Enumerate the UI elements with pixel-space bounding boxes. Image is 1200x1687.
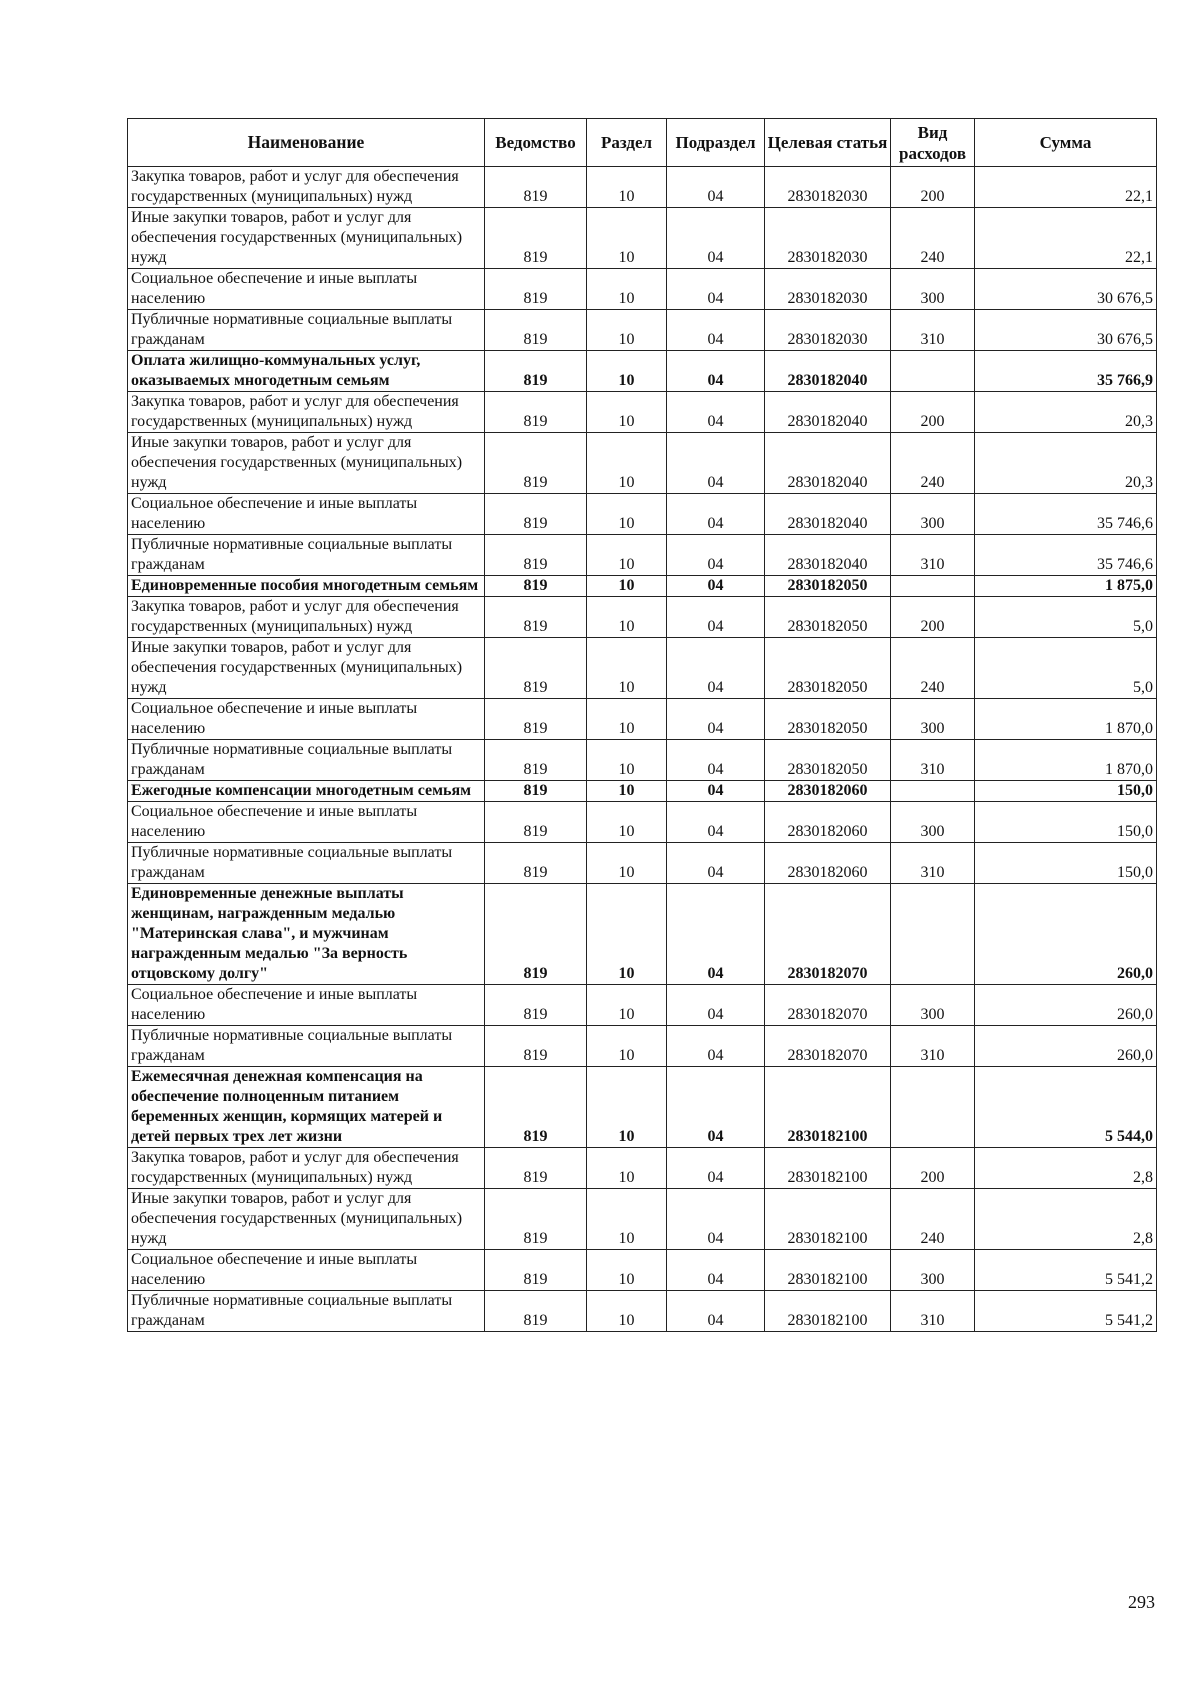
cell-expense-type: 240 (891, 433, 975, 494)
cell-name: Ежемесячная денежная компенсация на обеспечение полноценным питанием беременных женщин, кормящих матерей и детей первых трех лет жизни (128, 1067, 485, 1148)
cell-subsection: 04 (667, 740, 765, 781)
cell-name: Иные закупки товаров, работ и услуг для обеспечения государственных (муниципальных) нужд (128, 433, 485, 494)
cell-name: Социальное обеспечение и иные выплаты населению (128, 1250, 485, 1291)
cell-subsection: 04 (667, 1291, 765, 1332)
cell-target-item: 2830182070 (765, 985, 891, 1026)
cell-name: Публичные нормативные социальные выплаты гражданам (128, 843, 485, 884)
cell-dept: 819 (485, 1189, 587, 1250)
table-row (128, 433, 1157, 494)
table-row (128, 535, 1157, 576)
cell-amount: 5,0 (975, 597, 1157, 638)
cell-target-item: 2830182060 (765, 802, 891, 843)
cell-subsection: 04 (667, 310, 765, 351)
cell-subsection: 04 (667, 884, 765, 985)
cell-dept: 819 (485, 1148, 587, 1189)
cell-expense-type: 300 (891, 802, 975, 843)
cell-amount: 260,0 (975, 985, 1157, 1026)
cell-section: 10 (587, 576, 667, 597)
cell-name: Иные закупки товаров, работ и услуг для обеспечения государственных (муниципальных) нужд (128, 1189, 485, 1250)
page-number: 293 (1128, 1592, 1155, 1612)
cell-section: 10 (587, 351, 667, 392)
table-row (128, 802, 1157, 843)
cell-target-item: 2830182100 (765, 1291, 891, 1332)
cell-dept: 819 (485, 1250, 587, 1291)
table-row-subtotal (128, 884, 1157, 985)
table-row (128, 392, 1157, 433)
table-row (128, 843, 1157, 884)
cell-subsection: 04 (667, 1148, 765, 1189)
cell-target-item: 2830182050 (765, 597, 891, 638)
table-row-subtotal (128, 576, 1157, 597)
cell-target-item: 2830182100 (765, 1067, 891, 1148)
cell-dept: 819 (485, 310, 587, 351)
cell-target-item: 2830182040 (765, 433, 891, 494)
cell-subsection: 04 (667, 351, 765, 392)
cell-expense-type: 300 (891, 699, 975, 740)
cell-name: Ежегодные компенсации многодетным семьям (128, 781, 485, 802)
cell-amount: 35 746,6 (975, 535, 1157, 576)
budget-table (127, 118, 1157, 1332)
cell-amount: 2,8 (975, 1148, 1157, 1189)
cell-target-item: 2830182050 (765, 576, 891, 597)
cell-subsection: 04 (667, 494, 765, 535)
table-row (128, 740, 1157, 781)
cell-name: Социальное обеспечение и иные выплаты населению (128, 699, 485, 740)
cell-name: Единовременные денежные выплаты женщинам, награжденным медалью "Материнская слава", и мужчинам награжденным медалью "За верность отцовскому долгу" (128, 884, 485, 985)
table-row-subtotal (128, 1067, 1157, 1148)
cell-dept: 819 (485, 638, 587, 699)
cell-expense-type (891, 884, 975, 985)
cell-amount: 5 544,0 (975, 1067, 1157, 1148)
cell-dept: 819 (485, 208, 587, 269)
table-row (128, 208, 1157, 269)
table-body (128, 167, 1157, 1332)
header-section: Раздел (587, 119, 667, 167)
cell-name: Закупка товаров, работ и услуг для обеспечения государственных (муниципальных) нужд (128, 1148, 485, 1189)
cell-expense-type (891, 781, 975, 802)
cell-subsection: 04 (667, 1067, 765, 1148)
cell-target-item: 2830182050 (765, 740, 891, 781)
cell-name: Социальное обеспечение и иные выплаты населению (128, 269, 485, 310)
cell-amount: 5,0 (975, 638, 1157, 699)
cell-section: 10 (587, 884, 667, 985)
cell-expense-type (891, 576, 975, 597)
cell-target-item: 2830182030 (765, 269, 891, 310)
cell-section: 10 (587, 638, 667, 699)
table-row-subtotal (128, 781, 1157, 802)
cell-target-item: 2830182030 (765, 310, 891, 351)
cell-name: Закупка товаров, работ и услуг для обеспечения государственных (муниципальных) нужд (128, 597, 485, 638)
table-row (128, 638, 1157, 699)
cell-amount: 1 870,0 (975, 740, 1157, 781)
table-row (128, 1189, 1157, 1250)
cell-expense-type: 300 (891, 1250, 975, 1291)
cell-target-item: 2830182100 (765, 1250, 891, 1291)
header-target-item: Целевая статья (765, 119, 891, 167)
cell-dept: 819 (485, 843, 587, 884)
cell-dept: 819 (485, 392, 587, 433)
cell-target-item: 2830182060 (765, 781, 891, 802)
cell-section: 10 (587, 269, 667, 310)
cell-dept: 819 (485, 269, 587, 310)
cell-amount: 20,3 (975, 392, 1157, 433)
cell-name: Публичные нормативные социальные выплаты гражданам (128, 1026, 485, 1067)
cell-subsection: 04 (667, 597, 765, 638)
cell-subsection: 04 (667, 208, 765, 269)
cell-dept: 819 (485, 985, 587, 1026)
cell-name: Публичные нормативные социальные выплаты гражданам (128, 535, 485, 576)
cell-amount: 150,0 (975, 802, 1157, 843)
cell-dept: 819 (485, 740, 587, 781)
cell-subsection: 04 (667, 1026, 765, 1067)
cell-target-item: 2830182100 (765, 1148, 891, 1189)
cell-target-item: 2830182060 (765, 843, 891, 884)
cell-dept: 819 (485, 699, 587, 740)
header-expense-type: Вид расходов (891, 119, 975, 167)
table-row (128, 597, 1157, 638)
cell-section: 10 (587, 843, 667, 884)
cell-amount: 2,8 (975, 1189, 1157, 1250)
cell-expense-type: 310 (891, 1291, 975, 1332)
cell-subsection: 04 (667, 781, 765, 802)
table-header-row (128, 119, 1157, 167)
cell-name: Закупка товаров, работ и услуг для обеспечения государственных (муниципальных) нужд (128, 392, 485, 433)
cell-target-item: 2830182070 (765, 1026, 891, 1067)
cell-section: 10 (587, 781, 667, 802)
cell-subsection: 04 (667, 843, 765, 884)
cell-name: Иные закупки товаров, работ и услуг для обеспечения государственных (муниципальных) нужд (128, 208, 485, 269)
table-row (128, 167, 1157, 208)
cell-section: 10 (587, 392, 667, 433)
table-row (128, 310, 1157, 351)
cell-section: 10 (587, 1067, 667, 1148)
cell-name: Публичные нормативные социальные выплаты гражданам (128, 310, 485, 351)
table-row (128, 985, 1157, 1026)
cell-subsection: 04 (667, 433, 765, 494)
cell-amount: 35 746,6 (975, 494, 1157, 535)
cell-expense-type: 200 (891, 1148, 975, 1189)
cell-subsection: 04 (667, 576, 765, 597)
cell-target-item: 2830182070 (765, 884, 891, 985)
cell-amount: 150,0 (975, 843, 1157, 884)
cell-section: 10 (587, 1250, 667, 1291)
cell-subsection: 04 (667, 699, 765, 740)
cell-expense-type (891, 1067, 975, 1148)
table-row (128, 1291, 1157, 1332)
cell-subsection: 04 (667, 167, 765, 208)
cell-section: 10 (587, 1026, 667, 1067)
cell-dept: 819 (485, 576, 587, 597)
cell-expense-type: 310 (891, 1026, 975, 1067)
cell-expense-type: 240 (891, 638, 975, 699)
cell-section: 10 (587, 310, 667, 351)
cell-dept: 819 (485, 1291, 587, 1332)
cell-amount: 5 541,2 (975, 1291, 1157, 1332)
cell-target-item: 2830182050 (765, 699, 891, 740)
cell-amount: 260,0 (975, 1026, 1157, 1067)
cell-section: 10 (587, 1291, 667, 1332)
cell-dept: 819 (485, 1067, 587, 1148)
cell-target-item: 2830182040 (765, 351, 891, 392)
table-row (128, 1250, 1157, 1291)
cell-name: Социальное обеспечение и иные выплаты населению (128, 802, 485, 843)
cell-subsection: 04 (667, 269, 765, 310)
cell-name: Единовременные пособия многодетным семьям (128, 576, 485, 597)
cell-amount: 30 676,5 (975, 310, 1157, 351)
cell-target-item: 2830182030 (765, 208, 891, 269)
cell-section: 10 (587, 535, 667, 576)
cell-amount: 20,3 (975, 433, 1157, 494)
cell-expense-type: 200 (891, 597, 975, 638)
cell-subsection: 04 (667, 1189, 765, 1250)
cell-name: Социальное обеспечение и иные выплаты населению (128, 985, 485, 1026)
cell-section: 10 (587, 167, 667, 208)
cell-expense-type: 300 (891, 494, 975, 535)
cell-expense-type: 300 (891, 985, 975, 1026)
cell-section: 10 (587, 802, 667, 843)
cell-amount: 22,1 (975, 167, 1157, 208)
cell-subsection: 04 (667, 1250, 765, 1291)
cell-target-item: 2830182100 (765, 1189, 891, 1250)
cell-expense-type: 200 (891, 167, 975, 208)
cell-dept: 819 (485, 802, 587, 843)
cell-expense-type: 310 (891, 740, 975, 781)
cell-dept: 819 (485, 535, 587, 576)
table-row-subtotal (128, 351, 1157, 392)
cell-dept: 819 (485, 597, 587, 638)
cell-section: 10 (587, 740, 667, 781)
header-dept: Ведомство (485, 119, 587, 167)
table-row (128, 1148, 1157, 1189)
table-row (128, 269, 1157, 310)
cell-name: Публичные нормативные социальные выплаты гражданам (128, 740, 485, 781)
cell-dept: 819 (485, 433, 587, 494)
cell-expense-type: 310 (891, 310, 975, 351)
cell-dept: 819 (485, 494, 587, 535)
cell-amount: 5 541,2 (975, 1250, 1157, 1291)
cell-amount: 1 875,0 (975, 576, 1157, 597)
cell-subsection: 04 (667, 392, 765, 433)
cell-expense-type: 300 (891, 269, 975, 310)
cell-target-item: 2830182050 (765, 638, 891, 699)
cell-name: Социальное обеспечение и иные выплаты населению (128, 494, 485, 535)
cell-section: 10 (587, 985, 667, 1026)
cell-amount: 35 766,9 (975, 351, 1157, 392)
cell-section: 10 (587, 699, 667, 740)
cell-expense-type: 240 (891, 1189, 975, 1250)
header-name: Наименование (128, 119, 485, 167)
cell-expense-type: 200 (891, 392, 975, 433)
cell-expense-type (891, 351, 975, 392)
cell-target-item: 2830182040 (765, 494, 891, 535)
cell-name: Публичные нормативные социальные выплаты гражданам (128, 1291, 485, 1332)
cell-expense-type: 240 (891, 208, 975, 269)
cell-amount: 150,0 (975, 781, 1157, 802)
cell-name: Оплата жилищно-коммунальных услуг, оказываемых многодетным семьям (128, 351, 485, 392)
table-row (128, 699, 1157, 740)
cell-section: 10 (587, 1189, 667, 1250)
cell-dept: 819 (485, 167, 587, 208)
cell-name: Иные закупки товаров, работ и услуг для обеспечения государственных (муниципальных) нужд (128, 638, 485, 699)
cell-target-item: 2830182030 (765, 167, 891, 208)
cell-dept: 819 (485, 781, 587, 802)
cell-section: 10 (587, 433, 667, 494)
cell-dept: 819 (485, 884, 587, 985)
cell-dept: 819 (485, 351, 587, 392)
cell-amount: 1 870,0 (975, 699, 1157, 740)
header-amount: Сумма (975, 119, 1157, 167)
cell-section: 10 (587, 208, 667, 269)
header-subsection: Подраздел (667, 119, 765, 167)
cell-target-item: 2830182040 (765, 535, 891, 576)
cell-amount: 30 676,5 (975, 269, 1157, 310)
cell-expense-type: 310 (891, 843, 975, 884)
cell-subsection: 04 (667, 802, 765, 843)
cell-target-item: 2830182040 (765, 392, 891, 433)
cell-subsection: 04 (667, 535, 765, 576)
cell-amount: 260,0 (975, 884, 1157, 985)
cell-dept: 819 (485, 1026, 587, 1067)
cell-subsection: 04 (667, 985, 765, 1026)
cell-amount: 22,1 (975, 208, 1157, 269)
cell-section: 10 (587, 494, 667, 535)
cell-subsection: 04 (667, 638, 765, 699)
table-row (128, 494, 1157, 535)
cell-expense-type: 310 (891, 535, 975, 576)
cell-section: 10 (587, 1148, 667, 1189)
cell-section: 10 (587, 597, 667, 638)
table-row (128, 1026, 1157, 1067)
cell-name: Закупка товаров, работ и услуг для обеспечения государственных (муниципальных) нужд (128, 167, 485, 208)
